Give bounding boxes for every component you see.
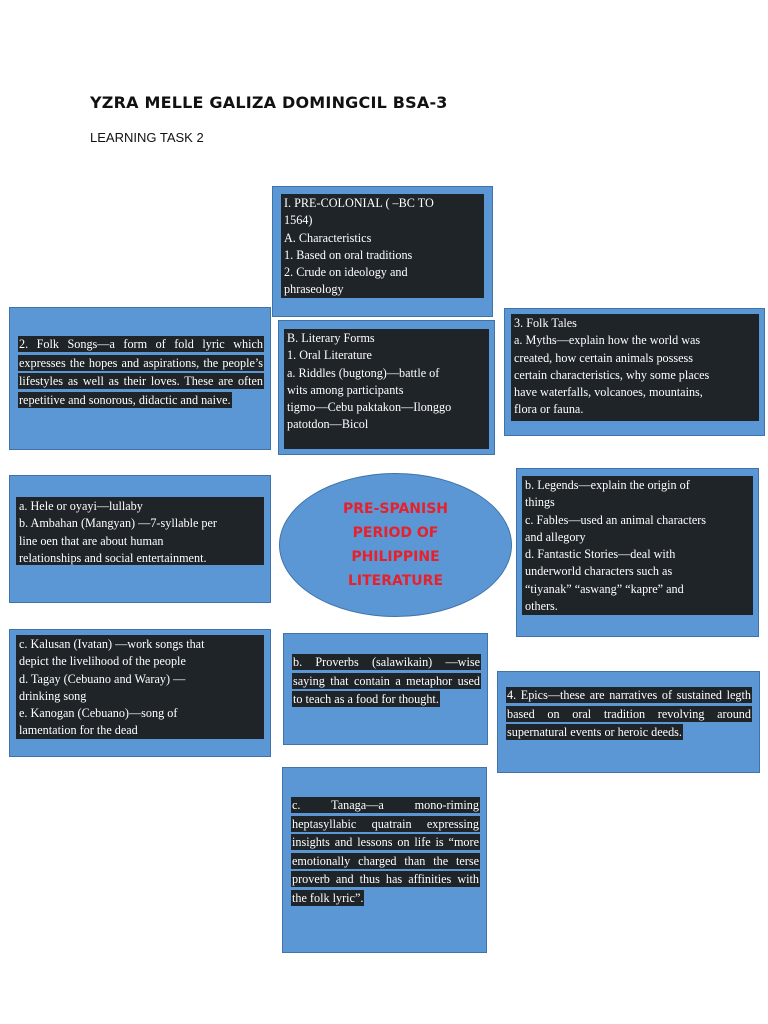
- title-line: LITERATURE: [347, 573, 444, 589]
- hele-box: [9, 475, 271, 603]
- title-text: [343, 497, 448, 593]
- legends-line: d. Fantastic Stories—deal with: [525, 547, 676, 562]
- pre-colonial-box: [272, 186, 493, 317]
- literary-forms-line: tigmo—Cebu paktakon—Ilonggo: [287, 400, 452, 415]
- kalusan-line: lamentation for the dead: [19, 723, 138, 738]
- folk-songs-text: [19, 335, 263, 409]
- tanaga-text: [292, 796, 479, 907]
- pre-colonial-text: [281, 194, 484, 298]
- folk-tales-text: [511, 314, 759, 421]
- proverbs-paragraph: b. Proverbs (salawikain) —wise saying that contain a metaphor used to teach as a food for thought.: [293, 655, 480, 706]
- kalusan-line: c. Kalusan (Ivatan) —work songs that: [19, 637, 205, 651]
- literary-forms-text: [284, 329, 489, 449]
- folk-songs-box: [9, 307, 271, 450]
- proverbs-text: [293, 653, 480, 709]
- hele-text: [16, 497, 264, 565]
- hele-line: a. Hele or oyayi—lullaby: [19, 499, 143, 513]
- epics-paragraph: 4. Epics—these are narratives of sustained legth based on oral tradition revolving around supernatural events or heroic deeds.: [507, 688, 751, 739]
- pre-colonial-line: I. PRE-COLONIAL ( –BC TO: [284, 196, 434, 210]
- legends-line: b. Legends—explain the origin of: [525, 478, 690, 492]
- literary-forms-box: [278, 320, 495, 455]
- pre-colonial-line: A. Characteristics: [284, 230, 372, 245]
- header-name: YZRA MELLE GALIZA DOMINGCIL BSA-3: [90, 93, 448, 112]
- literary-forms-line: B. Literary Forms: [287, 331, 375, 345]
- legends-line: c. Fables—used an animal characters: [525, 512, 707, 527]
- hele-line: relationships and social entertainment.: [19, 550, 207, 565]
- literary-forms-line: a. Riddles (bugtong)—battle of: [287, 365, 440, 380]
- literary-forms-line: 1. Oral Literature: [287, 348, 372, 363]
- legends-text: [522, 476, 753, 615]
- kalusan-line: d. Tagay (Cebuano and Waray) —: [19, 671, 186, 686]
- legends-line: “tiyanak” “aswang” “kapre” and: [525, 581, 684, 596]
- tanaga-box: [282, 767, 487, 953]
- folk-tales-line: created, how certain animals possess: [514, 350, 694, 365]
- hele-line: b. Ambahan (Mangyan) —7-syllable per: [19, 516, 217, 531]
- legends-line: others.: [525, 599, 558, 614]
- literary-forms-line: wits among participants: [287, 382, 404, 397]
- kalusan-box: [9, 629, 271, 757]
- pre-colonial-line: 1564): [284, 213, 313, 228]
- title-line: PERIOD OF: [352, 525, 439, 541]
- folk-tales-line: a. Myths—explain how the world was: [514, 333, 701, 348]
- kalusan-line: drinking song: [19, 688, 87, 703]
- kalusan-line: e. Kanogan (Cebuano)—song of: [19, 706, 178, 721]
- folk-tales-line: certain characteristics, why some places: [514, 367, 710, 382]
- tanaga-paragraph: c. Tanaga—a mono-riming heptasyllabic quatrain expressing insights and lessons on life is “more emotionally charged than the terse proverb and thus has affinities with the folk lyric”.: [292, 798, 479, 905]
- title-line: PHILIPPINE: [351, 549, 440, 565]
- legends-box: [516, 468, 759, 637]
- pre-colonial-line: 1. Based on oral traditions: [284, 247, 413, 262]
- literary-forms-line: patotdon—Bicol: [287, 417, 369, 432]
- pre-colonial-line: phraseology: [284, 282, 344, 297]
- kalusan-line: depict the livelihood of the people: [19, 654, 186, 669]
- epics-box: [497, 671, 760, 773]
- proverbs-box: [283, 633, 488, 745]
- epics-text: [507, 686, 751, 742]
- folk-tales-line: flora or fauna.: [514, 402, 584, 417]
- legends-line: and allegory: [525, 529, 586, 544]
- title-line: PRE-SPANISH: [342, 501, 449, 517]
- folk-tales-box: [504, 308, 765, 436]
- folk-tales-line: have waterfalls, volcanoes, mountains,: [514, 385, 703, 400]
- header-task: LEARNING TASK 2: [90, 130, 204, 145]
- folk-tales-line: 3. Folk Tales: [514, 316, 577, 330]
- hele-line: line oen that are about human: [19, 533, 164, 548]
- pre-colonial-line: 2. Crude on ideology and: [284, 265, 408, 280]
- kalusan-text: [16, 635, 264, 739]
- folk-songs-paragraph: 2. Folk Songs—a form of fold lyric which expresses the hopes and aspirations, the people’s lifestyles as well as their loves. These are often repetitive and sonorous, didactic and naive.: [19, 337, 263, 407]
- title-ellipse: [279, 473, 512, 617]
- legends-line: things: [525, 495, 555, 510]
- legends-line: underworld characters such as: [525, 564, 673, 579]
